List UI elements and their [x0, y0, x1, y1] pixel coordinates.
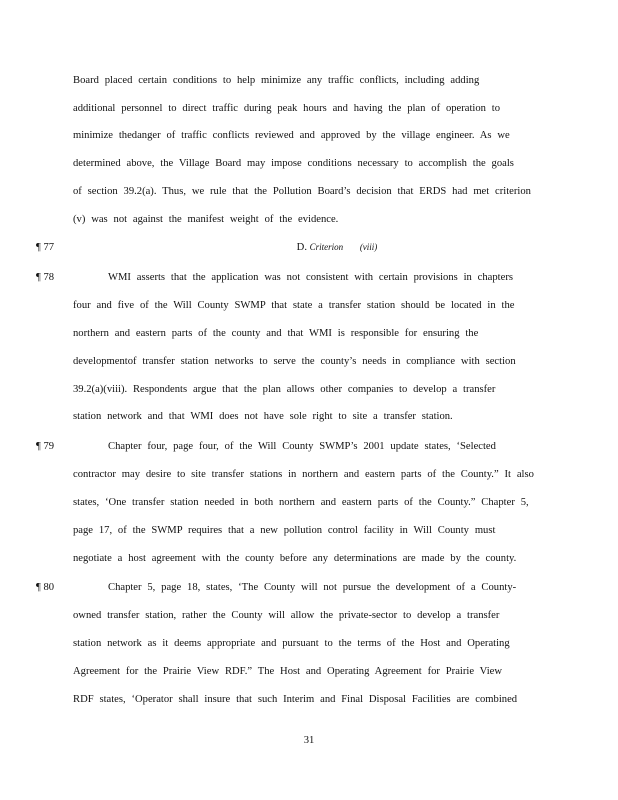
- text-line: negotiate a host agreement with the county before any determinations are made by the county.: [73, 553, 517, 564]
- heading-italic-label: Criterion: [309, 242, 344, 252]
- text-line: station network and that WMI does not have sole right to site a transfer station.: [73, 411, 453, 422]
- text-line: 39.2(a)(viii). Respondents argue that the plan allows other companies to develop a transfer: [73, 384, 496, 395]
- text-line: Agreement for the Prairie View RDF.” The Host and Operating Agreement for Prairie View: [73, 666, 502, 677]
- text-line: Chapter four, page four, of the Will County SWMP’s 2001 update states, ‘Selected: [108, 441, 496, 452]
- paragraph-marker-79: ¶ 79: [36, 441, 55, 452]
- section-heading: [0, 241, 618, 254]
- text-line: page 17, of the SWMP requires that a new pollution control facility in Will County must: [73, 525, 496, 536]
- heading-numeral: (viii): [359, 242, 378, 252]
- text-line: minimize thedanger of traffic conflicts reviewed and approved by the village engineer. As we: [73, 130, 510, 141]
- text-line: WMI asserts that the application was not consistent with certain provisions in chapters: [108, 272, 513, 283]
- heading-label: D.: [296, 242, 307, 253]
- text-line: northern and eastern parts of the county and that WMI is responsible for ensuring the: [73, 328, 479, 339]
- text-line: Board placed certain conditions to help minimize any traffic conflicts, including adding: [73, 75, 480, 86]
- text-line: Chapter 5, page 18, states, ‘The County will not pursue the development of a County-: [108, 582, 517, 593]
- text-line: states, ‘One transfer station needed in both northern and eastern parts of the County.” Chapter 5,: [73, 497, 529, 508]
- text-line: additional personnel to direct traffic during peak hours and having the plan of operation to: [73, 103, 501, 114]
- text-line: developmentof transfer station networks to serve the county’s needs in compliance with section: [73, 356, 516, 367]
- paragraph-marker-78: ¶ 78: [36, 272, 55, 283]
- paragraph-marker-77: ¶ 77: [36, 242, 55, 253]
- paragraph-marker-80: ¶ 80: [36, 582, 55, 593]
- text-line: station network as it deems appropriate and pursuant to the terms of the Host and Operating: [73, 638, 510, 649]
- text-line: four and five of the Will County SWMP that state a transfer station should be located in the: [73, 300, 515, 311]
- text-line: RDF states, ‘Operator shall insure that such Interim and Final Disposal Facilities are combined: [73, 694, 518, 705]
- text-line: contractor may desire to site transfer stations in northern and eastern parts of the County.” It also: [73, 469, 534, 480]
- text-line: of section 39.2(a). Thus, we rule that the Pollution Board’s decision that ERDS had met criterion: [73, 186, 531, 197]
- page-number: 31: [303, 735, 315, 746]
- text-line: (v) was not against the manifest weight of the evidence.: [73, 214, 339, 225]
- text-line: determined above, the Village Board may impose conditions necessary to accomplish the goals: [73, 158, 514, 169]
- text-line: owned transfer station, rather the County will allow the private-sector to develop a transfer: [73, 610, 500, 621]
